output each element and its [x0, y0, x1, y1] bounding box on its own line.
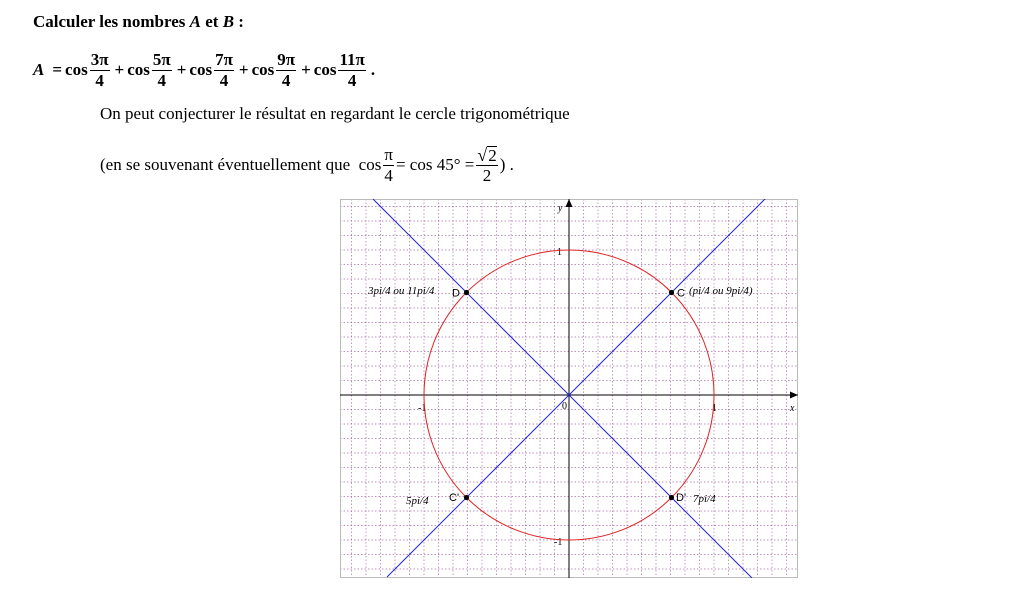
reminder-fraction-numerator: π [384, 144, 393, 164]
sqrt-radicand: 2 [488, 145, 497, 165]
point-d-prime-label: D' [676, 492, 687, 504]
point-d-prime-dot [669, 495, 674, 500]
heading-connector: et [205, 12, 219, 31]
tick-y-neg: -1 [554, 537, 563, 548]
term-5-fraction [338, 50, 365, 91]
y-axis-label: y [558, 203, 563, 214]
unit-circle-svg [340, 199, 798, 578]
term-5-denominator: 4 [347, 70, 357, 90]
point-d-prime-annotation: 7pi/4 [693, 493, 716, 505]
term-1-numerator: 3π [90, 49, 109, 69]
formula-lhs: A [33, 60, 45, 79]
diagonal-line-d [373, 199, 752, 578]
formula-a [33, 48, 378, 92]
term-2-func: cos [127, 60, 150, 79]
term-4-denominator: 4 [281, 70, 291, 90]
radical-sign: √ [477, 144, 488, 165]
plus-sign: + [176, 60, 187, 79]
heading-var-b: B [222, 12, 235, 31]
point-d-annotation: 3pi/4 ou 11pi/4 [368, 285, 435, 297]
heading-colon: : [238, 12, 244, 31]
unit-circle-figure [340, 199, 798, 578]
formula-equals: = [52, 60, 63, 79]
point-d-dot [464, 290, 469, 295]
term-2-numerator: 5π [152, 49, 171, 69]
term-5-numerator: 11π [339, 49, 365, 69]
reminder-prefix: (en se souvenant éventuellement que cos [100, 155, 382, 174]
term-3-numerator: 7π [215, 49, 233, 69]
term-3-denominator: 4 [219, 70, 229, 90]
term-2-denominator: 4 [157, 70, 167, 90]
point-c [669, 285, 753, 300]
reminder-fraction [383, 145, 394, 186]
point-d [367, 285, 469, 300]
diagonal-line-c [387, 199, 766, 577]
point-c-prime-label: C' [449, 492, 460, 504]
term-2-fraction [152, 50, 172, 91]
sqrt-fraction [476, 145, 497, 186]
plus-sign: + [114, 60, 125, 79]
reminder-fraction-denominator: 4 [384, 165, 393, 185]
point-c-label: C [677, 287, 685, 300]
reminder-middle: = cos 45° = [395, 155, 475, 174]
point-d-label: D [452, 287, 460, 300]
point-d-prime [669, 492, 716, 505]
tick-x-neg: -1 [418, 403, 427, 414]
term-3-func: cos [189, 60, 213, 79]
term-1-fraction [90, 50, 110, 91]
formula-end: . [370, 60, 376, 79]
plus-sign: + [301, 60, 311, 79]
y-axis-arrow [566, 199, 573, 207]
term-1-denominator: 4 [95, 70, 104, 90]
sqrt-denominator: 2 [482, 165, 492, 185]
x-axis-label: x [790, 403, 795, 414]
plus-sign: + [238, 60, 249, 79]
point-c-prime-dot [464, 495, 469, 500]
sqrt-numerator [476, 145, 497, 166]
term-5-func: cos [313, 60, 337, 79]
term-4-func: cos [251, 60, 275, 79]
origin-label: 0 [562, 401, 567, 412]
exercise-heading [33, 12, 244, 32]
heading-text: Calculer les nombres [33, 12, 186, 31]
point-c-prime-annotation: 5pi/4 [406, 495, 429, 507]
heading-var-a: A [189, 12, 201, 31]
reminder-suffix: ) . [499, 155, 514, 174]
term-4-numerator: 9π [277, 49, 296, 69]
point-c-annotation: (pi/4 ou 9pi/4) [689, 285, 753, 297]
point-c-dot [669, 290, 674, 295]
term-3-fraction [214, 50, 234, 91]
term-1-func: cos [65, 60, 88, 79]
hint-sentence: On peut conjecturer le résultat en regardant le cercle trigonométrique [100, 104, 570, 123]
tick-y-pos: 1 [557, 247, 562, 258]
x-axis-arrow [790, 392, 798, 399]
term-4-fraction [276, 50, 296, 91]
tick-x-pos: 1 [712, 403, 717, 414]
hint-reminder [100, 142, 514, 188]
axes [340, 199, 798, 578]
